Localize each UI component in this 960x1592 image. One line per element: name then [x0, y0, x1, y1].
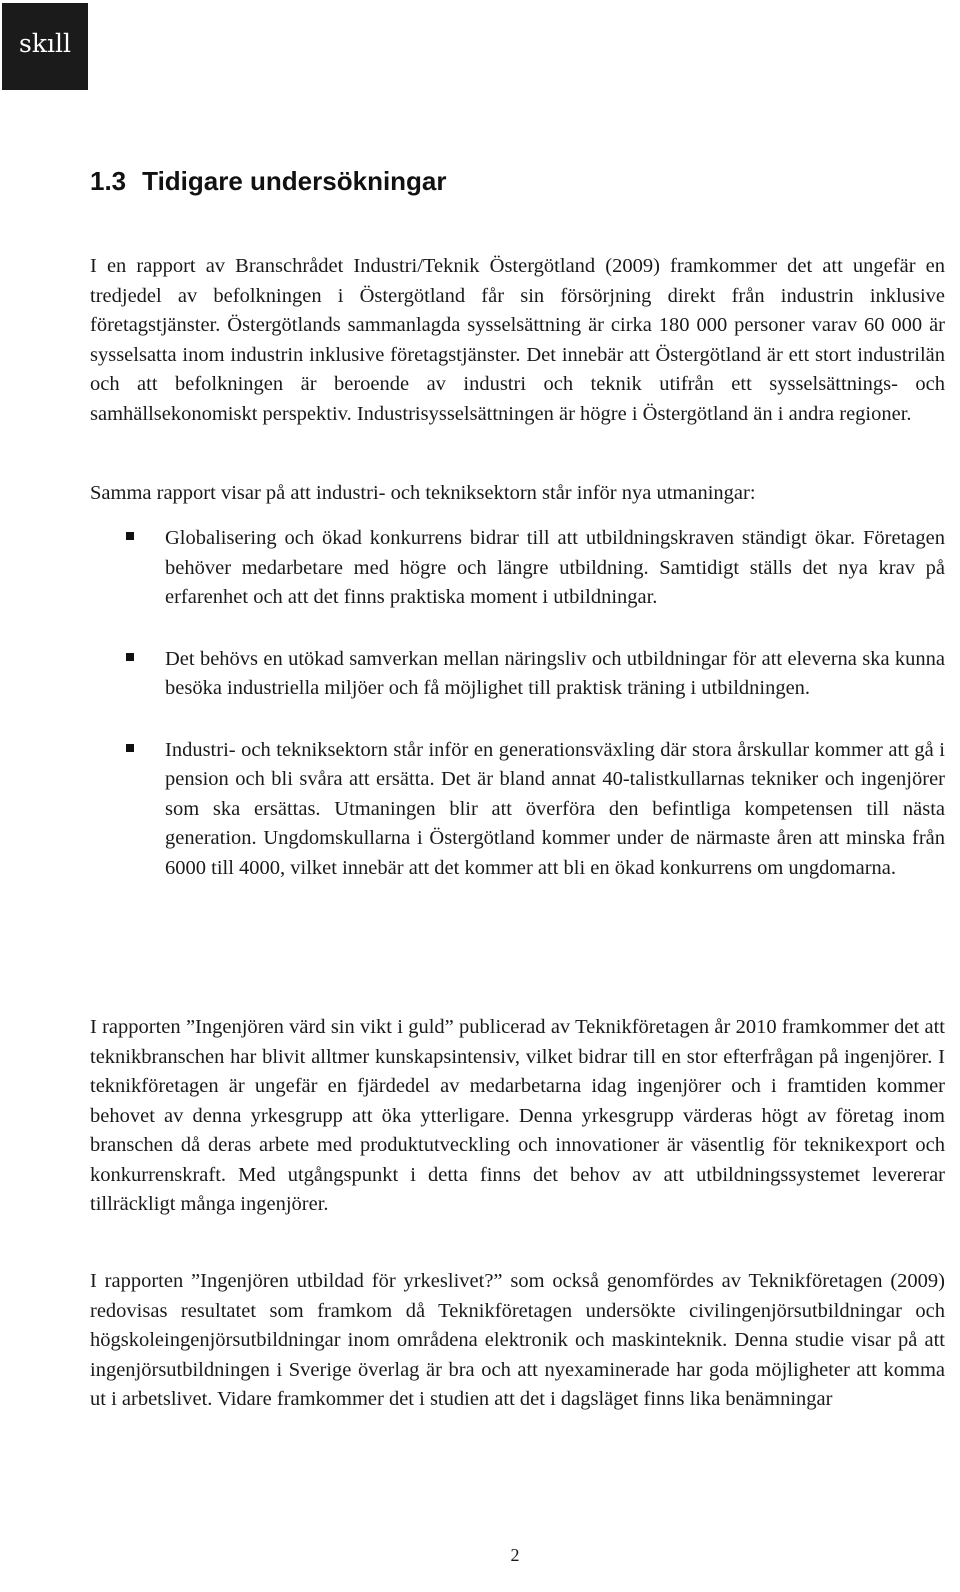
lead-paragraph-block: [90, 479, 945, 509]
yrkeslivet-paragraph: I rapporten ”Ingenjören utbildad för yrkeslivet?” som också genomfördes av Teknikföretagen (2009) redovisas resultatet som framkom då Teknikföretagen undersökte civilingenjörsutbildningar och högskoleingenjörsutbildningar inom områdena elektronik och maskinteknik. Denna studie visar på att ingenjörsutbildningen i Sverige överlag är bra och att nyexaminerade har goda möjligheter att komma ut i arbetslivet. Vidare framkommer det i studien att det i dagsläget finns lika benämningar: [90, 1270, 945, 1410]
guld-paragraph: I rapporten ”Ingenjören värd sin vikt i guld” publicerad av Teknikföretagen år 2010 framkommer det att teknikbranschen har blivit alltmer kunskapsintensiv, vilket bidrar till en stor efterfrågan på ingenjörer. I teknikföretagen är ungefär en fjärdedel av medarbetarna idag ingenjörer och i framtiden kommer behovet av denna yrkesgrupp att öka ytterligare. Denna yrkesgrupp värderas högt av företag inom branschen då deras arbete med produktutveckling och innovationer är väsentlig för teknikexport och konkurrenskraft. Med utgångspunkt i detta finns det behov av att utbildningssystemet levererar tillräckligt många ingenjörer.: [90, 1016, 945, 1215]
section-heading: [90, 166, 447, 197]
list-item-text: Globalisering och ökad konkurrens bidrar till att utbildningskraven ständigt ökar. Företagen behöver medarbetare med högre och längre utbildning. Samtidigt ställs det nya krav på erfarenhet och att det finns praktiska moment i utbildningar.: [165, 527, 945, 608]
list-item-text: Det behövs en utökad samverkan mellan näringsliv och utbildningar för att eleverna ska kunna besöka industriella miljöer och få möjlighet till praktisk träning i utbildningen.: [165, 647, 945, 699]
yrkeslivet-paragraph-block: [90, 1267, 945, 1415]
list-item: [90, 524, 945, 613]
list-item: [90, 736, 945, 884]
page-number: 2: [510, 1545, 520, 1565]
list-item: [90, 645, 945, 704]
square-bullet-icon: [126, 744, 134, 752]
section-title: Tidigare undersökningar: [142, 166, 447, 196]
skill-logo: [2, 3, 88, 90]
list-item-text: Industri- och tekniksektorn står inför en generationsväxling där stora årskullar kommer att gå i pension och bli svåra att ersätta. Det är bland annat 40-talistkullarnas tekniker och ingenjörer som ska ersättas. Utmaningen blir att överföra den befintliga kompetensen till nästa generation. Ungdomskullarna i Östergötland kommer under de närmaste åren att minska från 6000 till 4000, vilket innebär att det kommer att bli en ökad konkurrens om ungdomarna.: [165, 738, 945, 879]
intro-paragraph-block: [90, 252, 945, 429]
square-bullet-icon: [126, 532, 134, 540]
lead-paragraph: Samma rapport visar på att industri- och tekniksektorn står inför nya utmaningar:: [90, 482, 756, 504]
guld-paragraph-block: [90, 1013, 945, 1220]
section-number: 1.3: [90, 166, 127, 196]
intro-paragraph: I en rapport av Branschrådet Industri/Teknik Östergötland (2009) framkommer det att ungefär en tredjedel av befolkningen i Östergötland får sin försörjning direkt från industrin inklusive företagstjänster. Östergötlands sammanlagda sysselsättning är cirka 180 000 personer varav 60 000 är sysselsatta inom industrin inklusive företagstjänster. Det innebär att Östergötland är ett stort industrilän och att befolkningen är beroende av industri och teknik utifrån ett sysselsättnings- och samhällsekonomiskt perspektiv. Industrisysselsättningen är högre i Östergötland än i andra regioner.: [90, 255, 945, 425]
challenges-list: [90, 524, 945, 915]
logo-text: skıll: [19, 29, 71, 58]
square-bullet-icon: [126, 653, 134, 661]
